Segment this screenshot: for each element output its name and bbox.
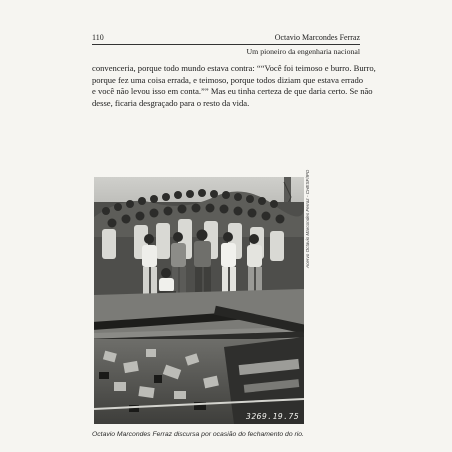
body-paragraph (92, 63, 376, 109)
running-header-author: Octavio Marcondes Ferraz (274, 33, 360, 42)
photo-credit: Acervo Octavio Marcondes Ferraz - CHESF/IPD (305, 169, 310, 268)
page-number: 110 (92, 33, 104, 42)
crowd-photo-illustration (94, 177, 304, 424)
running-header-subtitle: Um pioneiro da engenharia nacional (246, 47, 360, 56)
body-line: porque fez uma coisa errada, e teimoso, porque todos diziam que estava errado (92, 74, 364, 85)
photo-caption: Octavio Marcondes Ferraz discursa por ocasião do fechamento do rio. (92, 431, 304, 438)
body-line: desse, ficaria desgraçado para o resto da vida. (92, 97, 250, 108)
photo-archive-code: 3269.19.75 (246, 412, 300, 421)
body-line: convenceria, porque todo mundo estava contra: ““Você foi teimoso e burro. Burro, (92, 63, 376, 73)
historical-photo (94, 177, 304, 424)
header-rule (92, 44, 360, 45)
body-line: e você não levou isso em conta.”” Mas eu tinha certeza de que daria certo. Se não (92, 86, 373, 96)
